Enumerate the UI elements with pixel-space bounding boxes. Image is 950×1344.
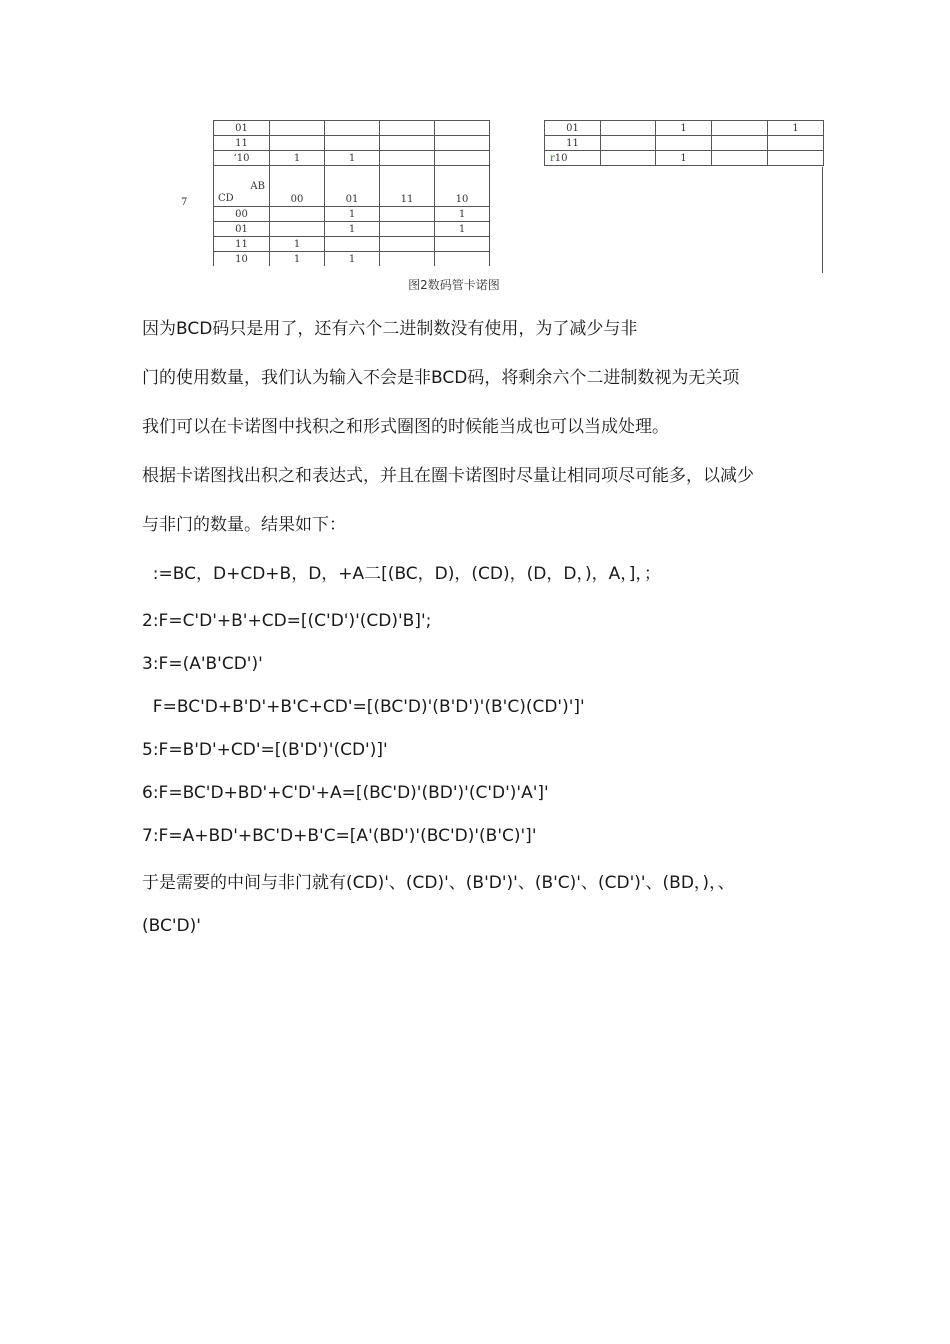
- kmap-cell: [435, 252, 490, 267]
- formula-line: 5:F=B'D'+CD'=[(B'D')'(CD')]': [142, 740, 388, 760]
- kmap-row: [214, 222, 490, 237]
- kmap-row: [214, 207, 490, 222]
- paragraph-line: 我们可以在卡诺图中找积之和形式圈图的时候能当成也可以当成处理。: [142, 417, 669, 437]
- kmap-cell: [325, 121, 380, 136]
- kmap-row: [545, 136, 824, 151]
- kmap-cell: [380, 237, 435, 252]
- formula-line: 2:F=C'D'+B'+CD=[(C'D')'(CD)'B]';: [142, 611, 432, 631]
- kmap-row: [214, 252, 490, 267]
- row-label-prefix: r: [550, 153, 555, 164]
- kmap-cell: [768, 151, 824, 166]
- kmap-row: [214, 136, 490, 151]
- kmap-cell: 1: [325, 252, 380, 267]
- cd-label: CD: [218, 193, 234, 204]
- kmap-cell: [601, 151, 656, 166]
- kmap-cell: 1: [435, 222, 490, 237]
- column-header: 11: [380, 166, 435, 207]
- kmap-cell: 1: [270, 151, 325, 166]
- paragraph-line: 与非门的数量。结果如下：: [142, 515, 346, 535]
- figure-caption: 图2数码管卡诺图: [408, 278, 500, 292]
- kmap-cell: [435, 136, 490, 151]
- row-label: 11: [214, 237, 270, 252]
- kmap-cell: [601, 121, 656, 136]
- kmap-cell: 1: [435, 207, 490, 222]
- ab-label: AB: [250, 181, 265, 192]
- row-label: 10: [214, 252, 270, 267]
- kmap-cell: 1: [325, 151, 380, 166]
- kmap-cell: [712, 151, 768, 166]
- kmap-row: [545, 151, 824, 166]
- kmap-row: [214, 151, 490, 166]
- row-label: 01: [214, 121, 270, 136]
- kmap-cell: 1: [325, 222, 380, 237]
- column-header: 01: [325, 166, 380, 207]
- kmap-cell: [380, 121, 435, 136]
- kmap-cell: [380, 222, 435, 237]
- row-label: [545, 151, 601, 166]
- kmap-row: [214, 237, 490, 252]
- column-header: 10: [435, 166, 490, 207]
- formula-line: 6:F=BC'D+BD'+C'D'+A=[(BC'D)'(BD')'(C'D')'A']': [142, 783, 549, 803]
- kmap-cell: [656, 136, 712, 151]
- kmap-cell: [270, 121, 325, 136]
- kmap-cell: [325, 136, 380, 151]
- kmap-row: [214, 121, 490, 136]
- paragraph-line: 因为BCD码只是用了，还有六个二进制数没有使用，为了减少与非: [142, 319, 638, 339]
- kmap-cell: [435, 151, 490, 166]
- paragraph-line: 于是需要的中间与非门就有(CD)'、(CD)'、(B'D')'、(B'C)'、(CD')'、(BD，)，、: [142, 873, 735, 893]
- kmap-cell: [270, 207, 325, 222]
- kmap-cell: [435, 121, 490, 136]
- side-number: 7: [181, 197, 188, 208]
- kmap-cell: [380, 151, 435, 166]
- formula-line: F=BC'D+B'D'+B'C+CD'=[(BC'D)'(B'D')'(B'C)(CD')']': [142, 697, 585, 717]
- paragraph-line: 门的使用数量，我们认为输入不会是非BCD码，将剩余六个二进制数视为无关项: [142, 368, 740, 388]
- row-label-text: 10: [554, 153, 568, 164]
- kmap-cell: [270, 222, 325, 237]
- row-label: 01: [214, 222, 270, 237]
- kmap-cell: 1: [270, 237, 325, 252]
- table-border-line: [822, 167, 823, 273]
- kmap-cell: [380, 207, 435, 222]
- kmap-cell: [768, 136, 824, 151]
- kmap-header-row: [214, 166, 490, 207]
- kmap-cell: 1: [325, 207, 380, 222]
- kmap-cell: [712, 121, 768, 136]
- kmap-cell: [325, 237, 380, 252]
- kmap-cell: [380, 136, 435, 151]
- formula-line: 7:F=A+BD'+BC'D+B'C=[A'(BD')'(BC'D)'(B'C)']': [142, 826, 537, 846]
- paragraph-line: 根据卡诺图找出积之和表达式，并且在圈卡诺图时尽量让相同项尽可能多，以减少: [142, 466, 754, 486]
- row-label: 11: [545, 136, 601, 151]
- column-header: 00: [270, 166, 325, 207]
- kmap-cell: [435, 237, 490, 252]
- kmap-cell: 1: [270, 252, 325, 267]
- paragraph-line: (BC'D)': [142, 916, 201, 936]
- kmap-cell: 1: [656, 121, 712, 136]
- kmap-cell: 1: [768, 121, 824, 136]
- formula-line: 3:F=(A'B'CD')': [142, 654, 263, 674]
- row-label: ‘10: [214, 151, 270, 166]
- kmap-cell: [601, 136, 656, 151]
- kmap-cell: [380, 252, 435, 267]
- kmap-cell: 1: [656, 151, 712, 166]
- kmap-corner: [214, 166, 270, 207]
- kmap-left: [213, 120, 490, 266]
- row-label: 11: [214, 136, 270, 151]
- kmap-cell: [712, 136, 768, 151]
- kmap-right: [544, 120, 824, 166]
- kmap-row: [545, 121, 824, 136]
- row-label: 00: [214, 207, 270, 222]
- kmap-cell: [270, 136, 325, 151]
- formula-line: :=BC，D+CD+B，D，+A二[(BC，D)，(CD)，(D，D，)，A，]，；: [142, 564, 661, 584]
- row-label: 01: [545, 121, 601, 136]
